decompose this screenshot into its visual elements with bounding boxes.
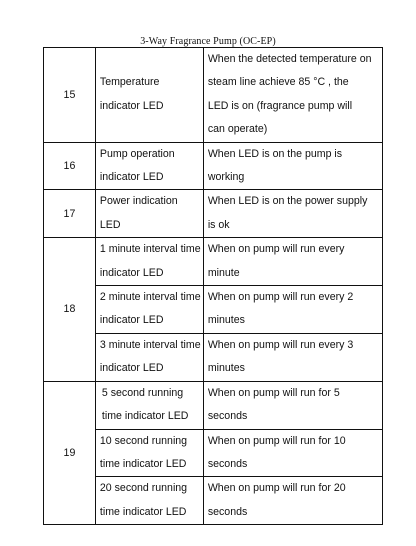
item-description: When LED is on the pump is working	[203, 142, 382, 190]
table-row	[44, 190, 383, 238]
item-name: Pump operation indicator LED	[95, 142, 203, 190]
item-name: 5 second running time indicator LED	[95, 381, 203, 429]
item-description: When on pump will run for 20 seconds	[203, 477, 382, 525]
item-name: 20 second running time indicator LED	[95, 477, 203, 525]
item-number: 17	[44, 190, 96, 238]
item-number: 16	[44, 142, 96, 190]
item-number: 15	[44, 48, 96, 143]
item-name: Power indication LED	[95, 190, 203, 238]
item-number: 18	[44, 238, 96, 381]
item-name: 1 minute interval time indicator LED	[95, 238, 203, 286]
item-name: Temperature indicator LED	[95, 48, 203, 143]
item-name: 2 minute interval time indicator LED	[95, 286, 203, 334]
item-number: 19	[44, 381, 96, 524]
item-description: When on pump will run for 10 seconds	[203, 429, 382, 477]
item-description: When on pump will run every minute	[203, 238, 382, 286]
item-description: When on pump will run every 2 minutes	[203, 286, 382, 334]
table-row	[44, 238, 383, 286]
item-description: When on pump will run every 3 minutes	[203, 333, 382, 381]
item-name: 10 second running time indicator LED	[95, 429, 203, 477]
item-description: When LED is on the power supply is ok	[203, 190, 382, 238]
table-row	[44, 381, 383, 429]
item-name: 3 minute interval time indicator LED	[95, 333, 203, 381]
spec-table	[43, 47, 383, 525]
table-row	[44, 142, 383, 190]
page-header: 3-Way Fragrance Pump (OC-EP)	[140, 36, 276, 47]
table-row	[44, 48, 383, 143]
item-description: When on pump will run for 5 seconds	[203, 381, 382, 429]
item-description: When the detected temperature on steam line achieve 85 °C , the LED is on (fragrance pump will can operate)	[203, 48, 382, 143]
